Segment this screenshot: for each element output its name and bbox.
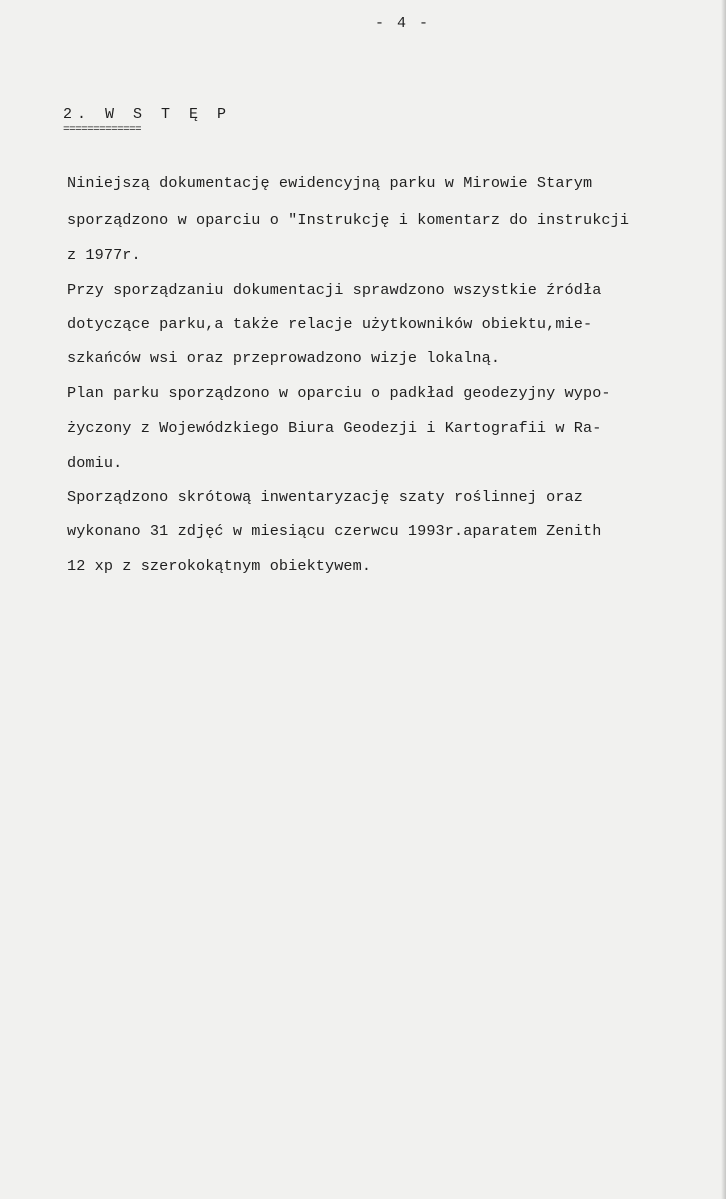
body-line: Sporządzono skrótową inwentaryzację szaty roślinnej oraz [67, 488, 583, 506]
body-line: wykonano 31 zdjęć w miesiącu czerwcu 1993r.aparatem Zenith [67, 522, 602, 540]
body-line: domiu. [67, 454, 123, 472]
body-line: 12 xp z szerokokątnym obiektywem. [67, 557, 372, 575]
body-line: Plan parku sporządzono w oparciu o padkład geodezyjny wypo- [67, 384, 611, 402]
page-number: - 4 - [375, 15, 431, 32]
body-line: życzony z Wojewódzkiego Biura Geodezji i Kartografii w Ra- [67, 419, 602, 437]
body-line: z 1977r. [67, 246, 141, 264]
body-line: dotyczące parku,a także relacje użytkowników obiektu,mie- [67, 315, 593, 333]
body-line: Niniejszą dokumentację ewidencyjną parku w Mirowie Starym [67, 174, 593, 192]
body-line: Przy sporządzaniu dokumentacji sprawdzono wszystkie źródła [67, 281, 602, 299]
section-heading: 2. W S T Ę P [63, 106, 232, 123]
body-line: szkańców wsi oraz przeprowadzono wizje lokalną. [67, 349, 501, 367]
body-line: sporządzono w oparciu o "Instrukcję i komentarz do instrukcji [67, 211, 630, 229]
heading-underline: ============= [63, 124, 142, 136]
